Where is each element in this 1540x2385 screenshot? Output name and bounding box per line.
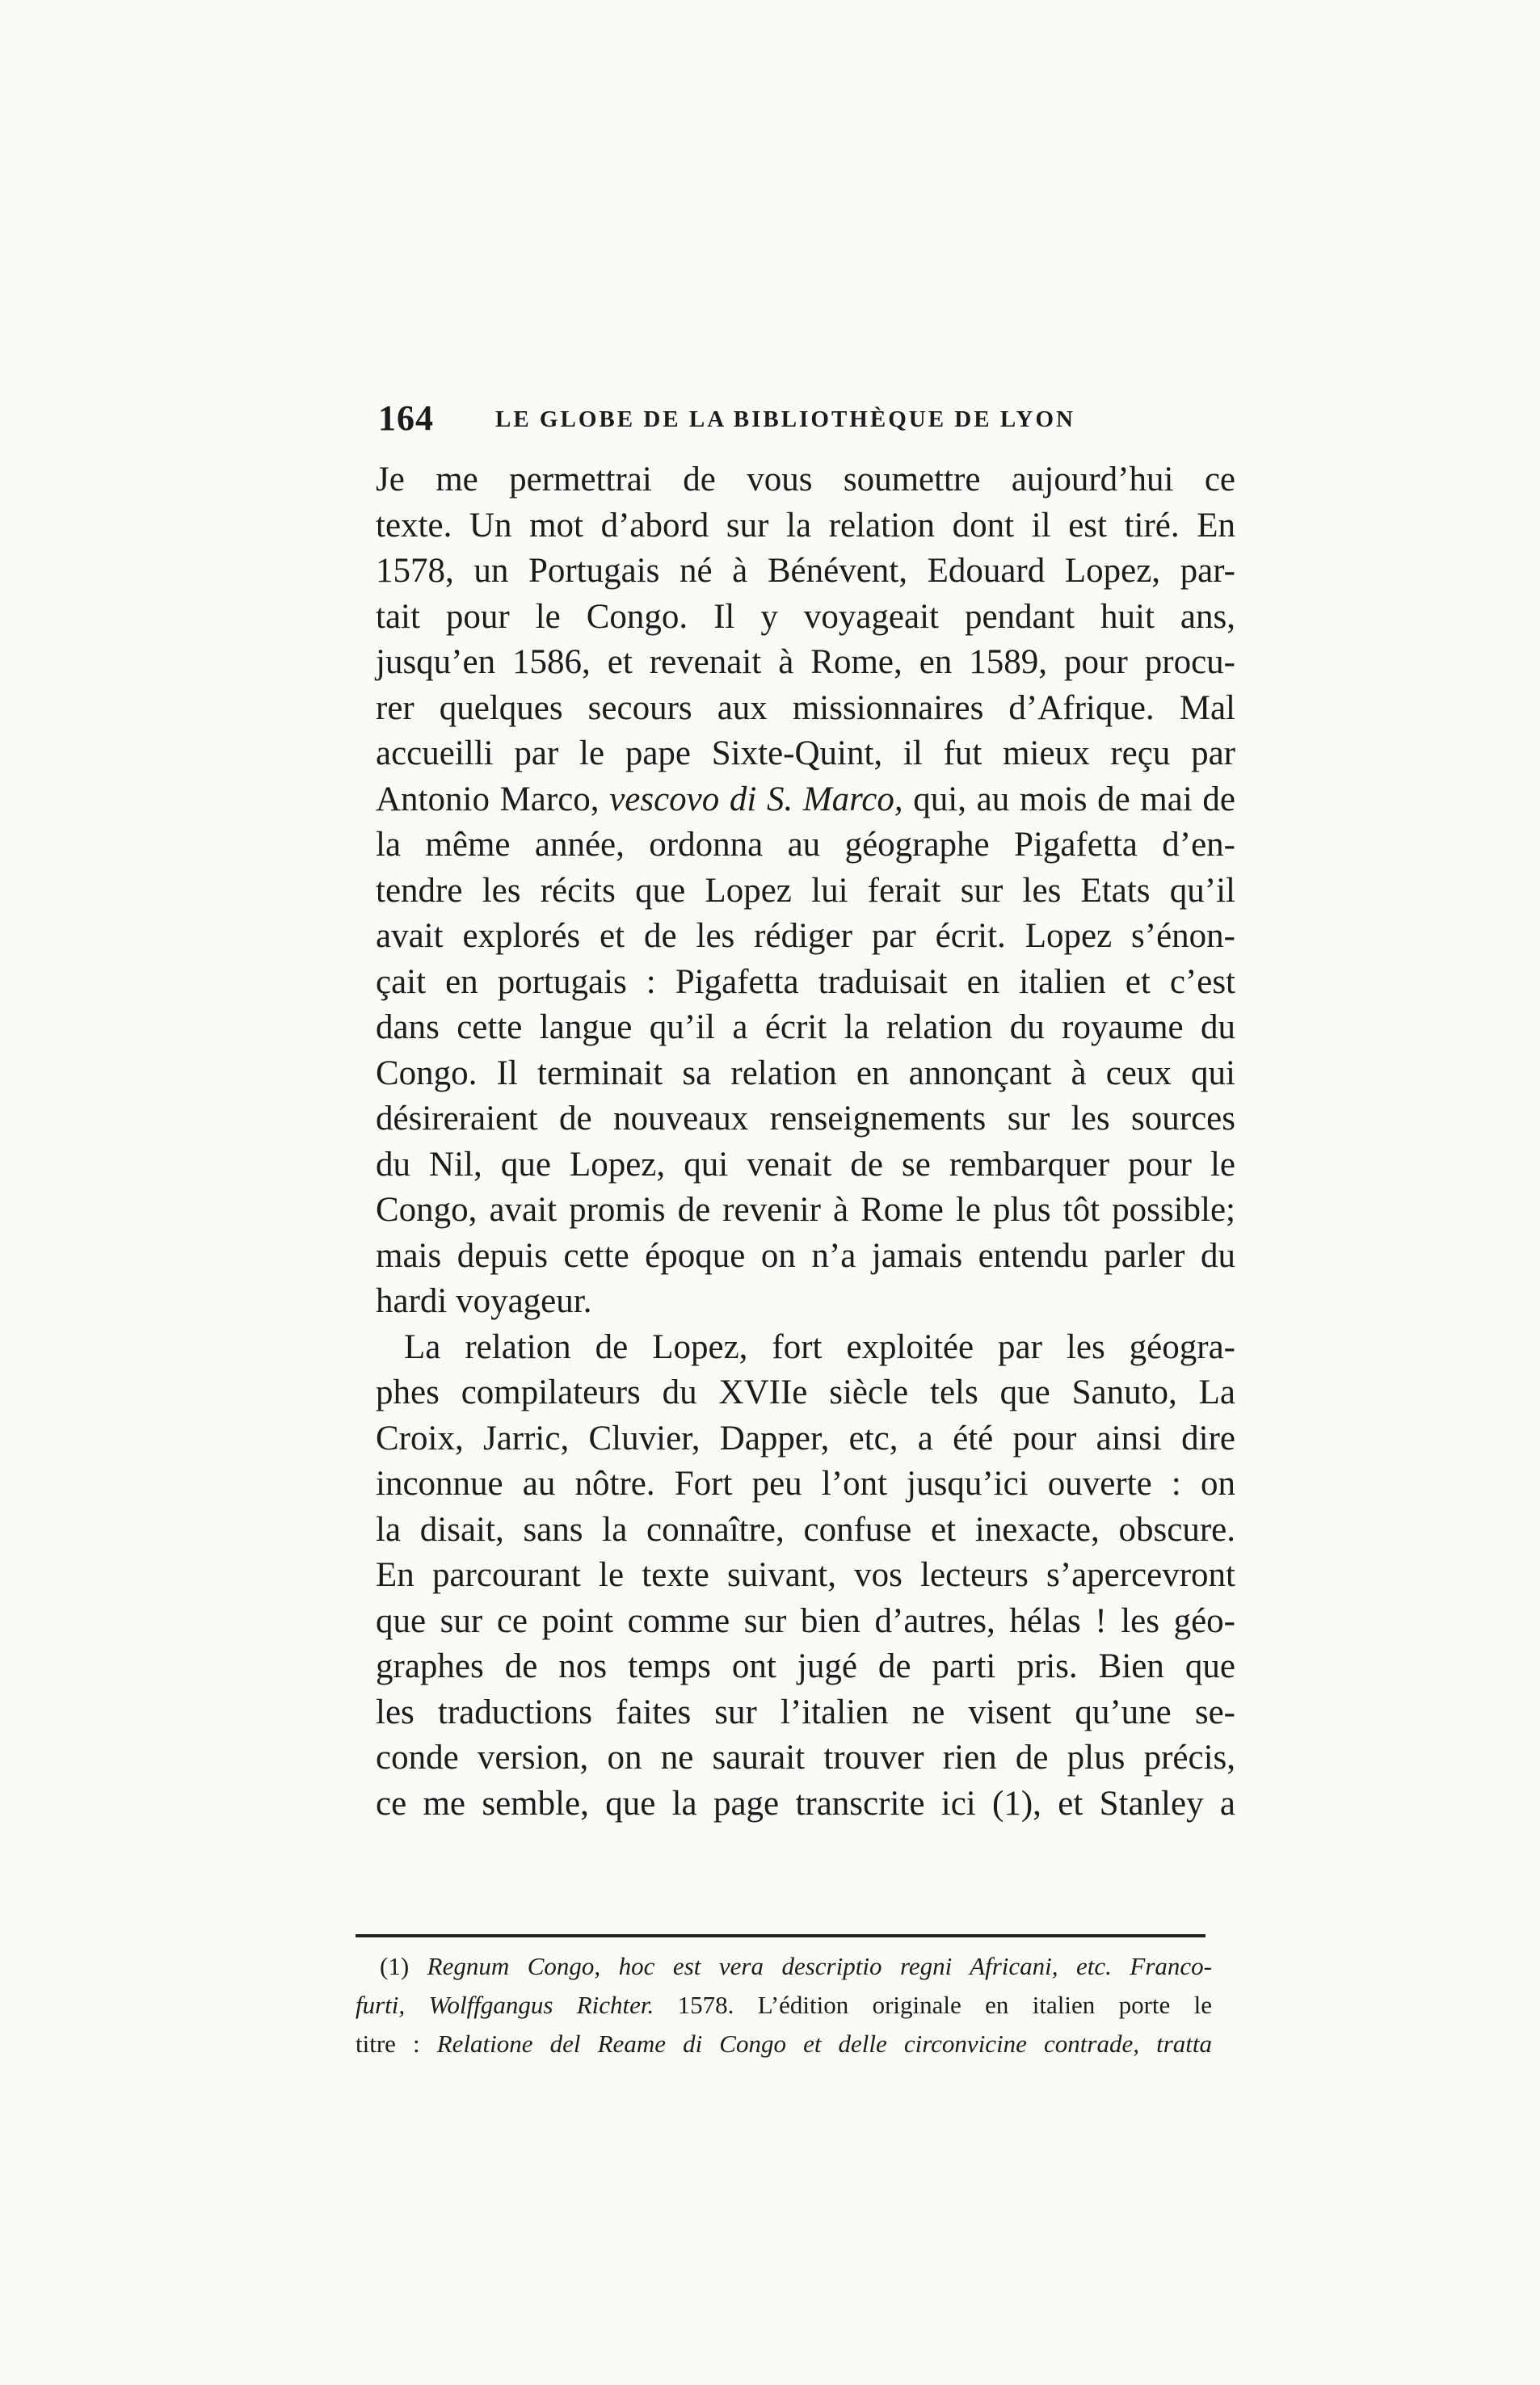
text-line: Congo. Il terminait sa relation en annonçant à ceux qui <box>376 1054 1235 1092</box>
footnote-line: (1) Regnum Congo, hoc est vera descriptio regni Africani, etc. Franco- <box>380 1952 1212 1980</box>
text-line: tait pour le Congo. Il y voyageait pendant huit ans, <box>376 597 1235 636</box>
text-line: la même année, ordonna au géographe Pigafetta d’en- <box>376 826 1235 864</box>
footnote-line: furti, Wolffgangus Richter. 1578. L’édition originale en italien porte le <box>356 1991 1212 2019</box>
footnotes <box>356 1947 1212 2063</box>
text-line: tendre les récits que Lopez lui ferait sur les Etats qu’il <box>376 871 1235 910</box>
text-line: que sur ce point comme sur bien d’autres, hélas ! les géo- <box>376 1601 1235 1640</box>
text-line: jusqu’en 1586, et revenait à Rome, en 1589, pour procu- <box>376 643 1235 681</box>
text-line: inconnue au nôtre. Fort peu l’ont jusqu’ici ouverte : on <box>376 1465 1235 1503</box>
text-line: Croix, Jarric, Cluvier, Dapper, etc, a été pour ainsi dire <box>376 1419 1235 1458</box>
text-line: çait en portugais : Pigafetta traduisait en italien et c’est <box>376 962 1235 1001</box>
page-header <box>378 394 1227 443</box>
text-line: accueilli par le pape Sixte-Quint, il fut mieux reçu par <box>376 734 1235 772</box>
text-line: graphes de nos temps ont jugé de parti pris. Bien que <box>376 1647 1235 1685</box>
footnote-line: titre : Relatione del Reame di Congo et delle circonvicine contrade, tratta <box>356 2030 1212 2058</box>
text-line: mais depuis cette époque on n’a jamais entendu parler du <box>376 1236 1235 1275</box>
text-line: phes compilateurs du XVIIe siècle tels que Sanuto, La <box>376 1373 1235 1411</box>
text-line: Antonio Marco, vescovo di S. Marco, qui, au mois de mai de <box>376 780 1235 818</box>
text-line: conde version, on ne saurait trouver rien de plus précis, <box>376 1739 1235 1777</box>
main-text <box>376 457 1235 1827</box>
text-line: du Nil, que Lopez, qui venait de se rembarquer pour le <box>376 1145 1235 1184</box>
text-line: ce me semble, que la page transcrite ici (1), et Stanley a <box>376 1784 1235 1823</box>
text-line: avait explorés et de les rédiger par écrit. Lopez s’énon- <box>376 917 1235 955</box>
footnote-rule <box>356 1934 1205 1937</box>
text-line: dans cette langue qu’il a écrit la relation du royaume du <box>376 1008 1235 1046</box>
text-line: La relation de Lopez, fort exploitée par les géogra- <box>404 1327 1235 1366</box>
text-line: Je me permettrai de vous soumettre aujourd’hui ce <box>376 461 1235 498</box>
text-line: Congo, avait promis de revenir à Rome le plus tôt possible; <box>376 1191 1235 1229</box>
text-line: la disait, sans la connaître, confuse et inexacte, obscure. <box>376 1510 1235 1549</box>
text-line: texte. Un mot d’abord sur la relation dont il est tiré. En <box>376 506 1235 545</box>
page-number: 164 <box>378 398 434 438</box>
text-line: 1578, un Portugais né à Bénévent, Edouard Lopez, par- <box>376 552 1235 590</box>
text-line: les traductions faites sur l’italien ne visent qu’une se- <box>376 1693 1235 1731</box>
text-line: hardi voyageur. <box>376 1282 592 1320</box>
text-line: En parcourant le texte suivant, vos lecteurs s’apercevront <box>376 1556 1235 1594</box>
text-line: désireraient de nouveaux renseignements sur les sources <box>376 1100 1235 1138</box>
running-title: LE GLOBE DE LA BIBLIOTHÈQUE DE LYON <box>495 406 1075 432</box>
text-line: rer quelques secours aux missionnaires d’Afrique. Mal <box>376 688 1235 727</box>
